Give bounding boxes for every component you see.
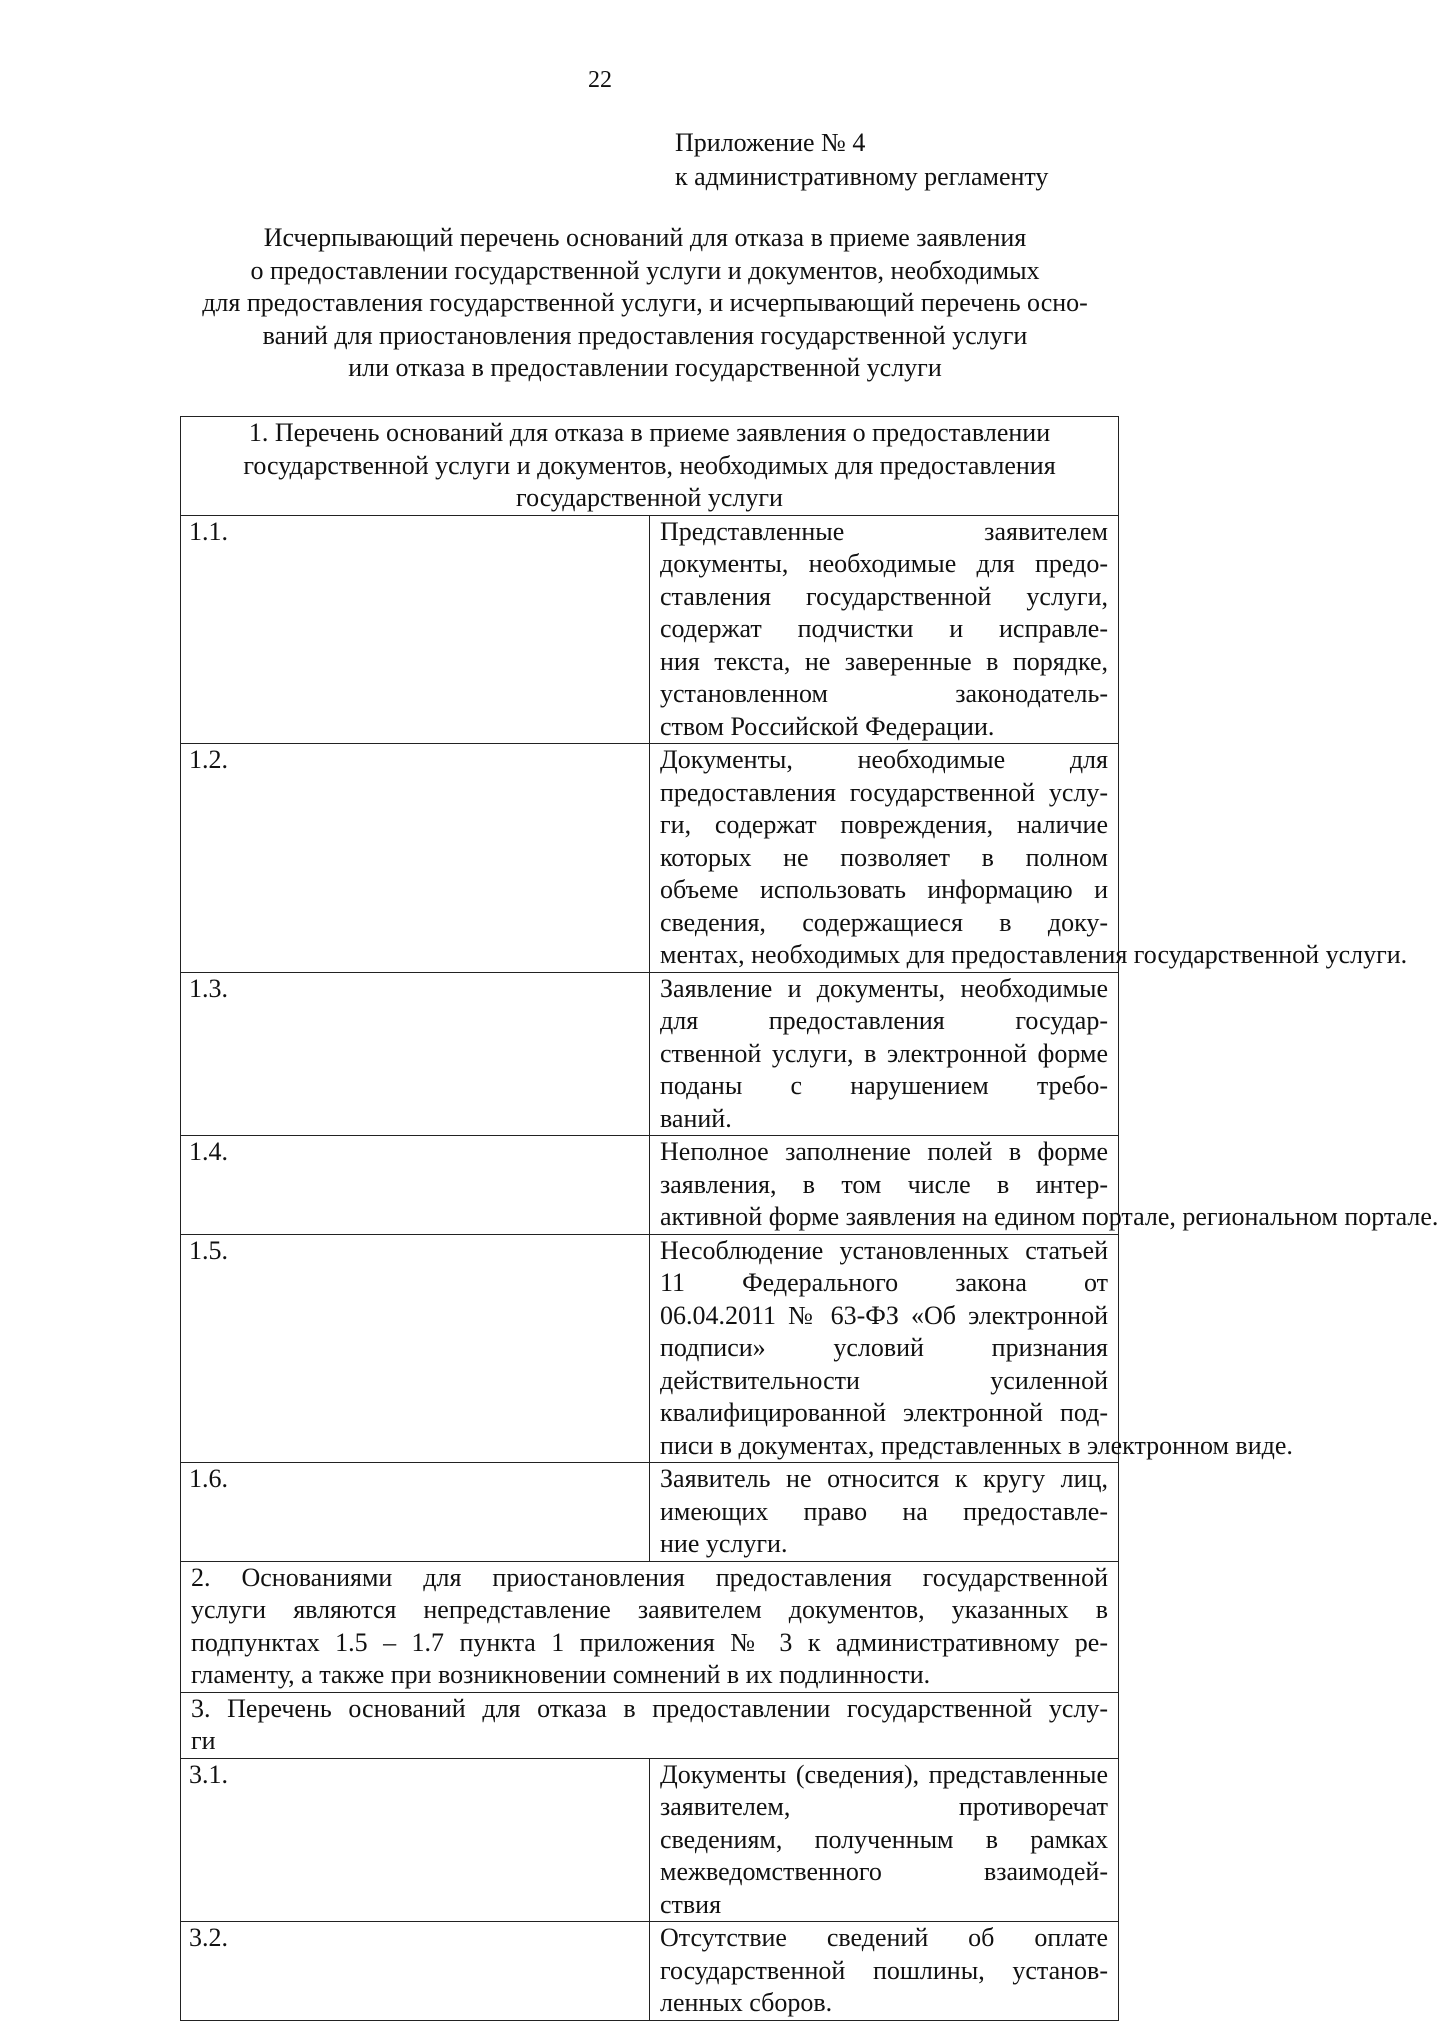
section-1-line-1: 1. Перечень оснований для отказа в приеме заявления о предоставлении bbox=[248, 418, 1051, 447]
item-line: Заявитель не относится к кругу лиц, имеющих право на предоставле- bbox=[660, 1464, 1108, 1526]
item-number: 1.2. bbox=[181, 744, 650, 973]
table-row bbox=[181, 1758, 1119, 1922]
item-line: ния текста, не заверенные в порядке, установленном законодатель- bbox=[660, 646, 1108, 708]
appendix-caption bbox=[675, 126, 1175, 194]
item-number: 3.1. bbox=[181, 1758, 650, 1922]
section-2-row bbox=[181, 1561, 1119, 1692]
table-row bbox=[181, 744, 1119, 973]
section-3-header-row bbox=[181, 1692, 1119, 1758]
item-line: ленных сборов. bbox=[660, 1988, 833, 2017]
item-text bbox=[650, 1922, 1119, 2021]
item-number: 1.4. bbox=[181, 1136, 650, 1235]
table-row bbox=[181, 1922, 1119, 2021]
item-line: Неполное заполнение полей в форме заявления, в том числе в интер- bbox=[660, 1137, 1108, 1199]
item-line: 06.04.2011 № 63-ФЗ «Об электронной подписи» условий признания bbox=[660, 1300, 1108, 1362]
appendix-line-2: к административному регламенту bbox=[675, 162, 1049, 191]
table-row bbox=[181, 1136, 1119, 1235]
grounds-table bbox=[180, 416, 1438, 2021]
title-line-3: для предоставления государственной услуги, и исчерпывающий перечень осно- bbox=[202, 288, 1088, 317]
section-line: ги bbox=[191, 1726, 216, 1755]
item-line: ваний. bbox=[660, 1103, 732, 1133]
title-line-4: ваний для приостановления предоставления государственной услуги bbox=[262, 320, 1028, 350]
item-line: Отсутствие сведений об оплате государственной пошлины, установ- bbox=[660, 1923, 1108, 1985]
section-line: 3. Перечень оснований для отказа в предоставлении государственной услу- bbox=[191, 1693, 1108, 1723]
appendix-line-1: Приложение № 4 bbox=[675, 128, 866, 157]
item-text bbox=[650, 1463, 1119, 1562]
item-number: 1.6. bbox=[181, 1463, 650, 1562]
item-line: ствия bbox=[660, 1889, 722, 1919]
item-line: ние услуги. bbox=[660, 1529, 788, 1558]
page-number: 22 bbox=[588, 67, 612, 93]
item-line: объеме использовать информацию и сведения, содержащиеся в доку- bbox=[660, 875, 1108, 937]
table-row bbox=[181, 972, 1119, 1136]
item-number: 3.2. bbox=[181, 1922, 650, 2021]
item-line: сведениям, полученным в рамках межведомственного взаимодей- bbox=[660, 1824, 1108, 1886]
section-2-text bbox=[181, 1561, 1119, 1692]
item-line: ственной услуги, в электронной форме поданы с нарушением требо- bbox=[660, 1038, 1108, 1100]
item-number: 1.5. bbox=[181, 1234, 650, 1463]
section-line: услуги являются непредставление заявителем документов, указанных в bbox=[191, 1595, 1108, 1624]
document-title bbox=[150, 222, 1140, 385]
item-number: 1.1. bbox=[181, 515, 650, 744]
item-line: ментах, необходимых для предоставления государственной услуги. bbox=[660, 940, 1408, 969]
table-row bbox=[181, 1234, 1119, 1463]
item-line: Документы (сведения), представленные заявителем, противоречат bbox=[660, 1759, 1108, 1821]
item-text bbox=[650, 972, 1119, 1136]
section-line: гламенту, а также при возникновении сомнений в их подлинности. bbox=[191, 1660, 931, 1689]
item-line: Несоблюдение установленных статьей 11 Федерального закона от bbox=[660, 1235, 1108, 1297]
item-line: Заявление и документы, необходимые для предоставления государ- bbox=[660, 973, 1108, 1035]
item-line: Представленные заявителем документы, необходимые для предо- bbox=[660, 516, 1108, 578]
section-line: 2. Основаниями для приостановления предоставления государственной bbox=[191, 1562, 1108, 1592]
item-line: ством Российской Федерации. bbox=[660, 711, 995, 741]
title-line-2: о предоставлении государственной услуги и документов, необходимых bbox=[250, 255, 1040, 285]
item-line: активной форме заявления на едином портале, региональном портале. bbox=[660, 1202, 1438, 1231]
item-line: Документы, необходимые для предоставления государственной услу- bbox=[660, 745, 1108, 807]
item-text bbox=[650, 1136, 1438, 1235]
item-text bbox=[650, 515, 1119, 744]
section-1-header-row bbox=[181, 417, 1119, 516]
section-line: подпунктах 1.5 – 1.7 пункта 1 приложения № 3 к административному ре- bbox=[191, 1627, 1108, 1657]
item-line: писи в документах, представленных в электронном виде. bbox=[660, 1430, 1293, 1460]
section-3-header bbox=[181, 1692, 1119, 1758]
section-1-header bbox=[181, 417, 1119, 516]
item-text bbox=[650, 1758, 1119, 1922]
section-1-line-2: государственной услуги и документов, необходимых для предоставления bbox=[243, 450, 1056, 480]
item-line: ставления государственной услуги, содержат подчистки и исправле- bbox=[660, 581, 1108, 643]
table-row bbox=[181, 1463, 1119, 1562]
item-text bbox=[650, 744, 1408, 973]
title-line-5: или отказа в предоставлении государственной услуги bbox=[348, 353, 942, 382]
section-1-line-3: государственной услуги bbox=[516, 483, 783, 512]
item-text bbox=[650, 1234, 1293, 1463]
item-line: ги, содержат повреждения, наличие которых не позволяет в полном bbox=[660, 810, 1108, 872]
item-line: действительности усиленной квалифицированной электронной под- bbox=[660, 1365, 1108, 1427]
title-line-1: Исчерпывающий перечень оснований для отказа в приеме заявления bbox=[263, 223, 1027, 252]
table-row bbox=[181, 515, 1119, 744]
item-number: 1.3. bbox=[181, 972, 650, 1136]
